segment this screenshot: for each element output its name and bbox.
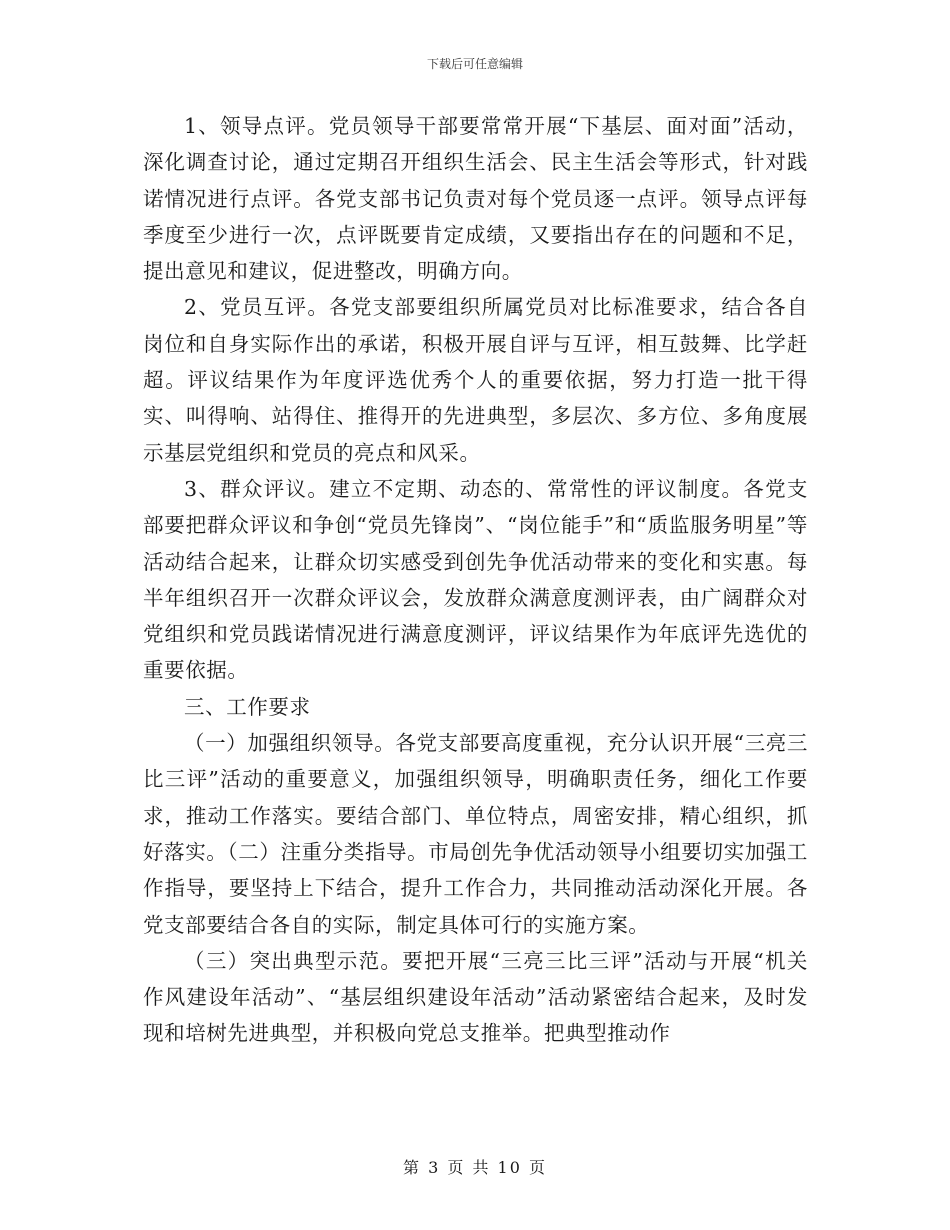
page-number: 第 3 页 共 10 页 xyxy=(403,1158,547,1177)
paragraph-public-review: 3、群众评议。建立不定期、动态的、常常性的评议制度。各党支部要把群众评议和争创“党员先锋岗”、“岗位能手”和“质监服务明星”等活动结合起来，让群众切实感受到创先争优活动带来的变化和实惠。每半年组织召开一次群众评议会，发放群众满意度测评表，由广阔群众对党组织和党员践诺情况进行满意度测评，评议结果作为年底评先选优的重要依据。 xyxy=(143,476,808,683)
paragraph-member-mutual-review: 2、党员互评。各党支部要组织所属党员对比标准要求，结合各自岗位和自身实际作出的承诺，积极开展自评与互评，相互鼓舞、比学赶超。评议结果作为年度评选优秀个人的重要依据，努力打造一批干得实、叫得响、站得住、推得开的先进典型，多层次、多方位、多角度展示基层党组织和党员的亮点和风采。 xyxy=(143,295,808,465)
paragraph-organization-leadership: （一）加强组织领导。各党支部要高度重视，充分认识开展“三亮三比三评”活动的重要意义，加强组织领导，明确职责任务，细化工作要求，推动工作落实。要结合部门、单位特点，周密安排，精心组织，抓好落实。（二）注重分类指导。市局创先争优活动领导小组要切实加强工作指导，要坚持上下结合，提升工作合力，共同推动活动深化开展。各党支部要结合各自的实际，制定具体可行的实施方案。 xyxy=(143,731,808,937)
paragraph-leader-review: 1、领导点评。党员领导干部要常常开展“下基层、面对面”活动，深化调查讨论，通过定期召开组织生活会、民主生活会等形式，针对践诺情况进行点评。各党支部书记负责对每个党员逐一点评。领导点评每季度至少进行一次，点评既要肯定成绩，又要指出存在的问题和不足，提出意见和建议，促进整改，明确方向。 xyxy=(143,114,808,284)
paragraph-typical-demonstration: （三）突出典型示范。要把开展“三亮三比三评”活动与开展“机关作风建设年活动”、“基层组织建设年活动”活动紧密结合起来，及时发现和培树先进典型，并积极向党总支推举。把典型推动作 xyxy=(143,948,808,1046)
section-heading-work-requirements: 三、工作要求 xyxy=(184,694,311,719)
document-body xyxy=(143,108,808,1052)
page-header: 下载后可任意编辑 xyxy=(426,57,523,71)
